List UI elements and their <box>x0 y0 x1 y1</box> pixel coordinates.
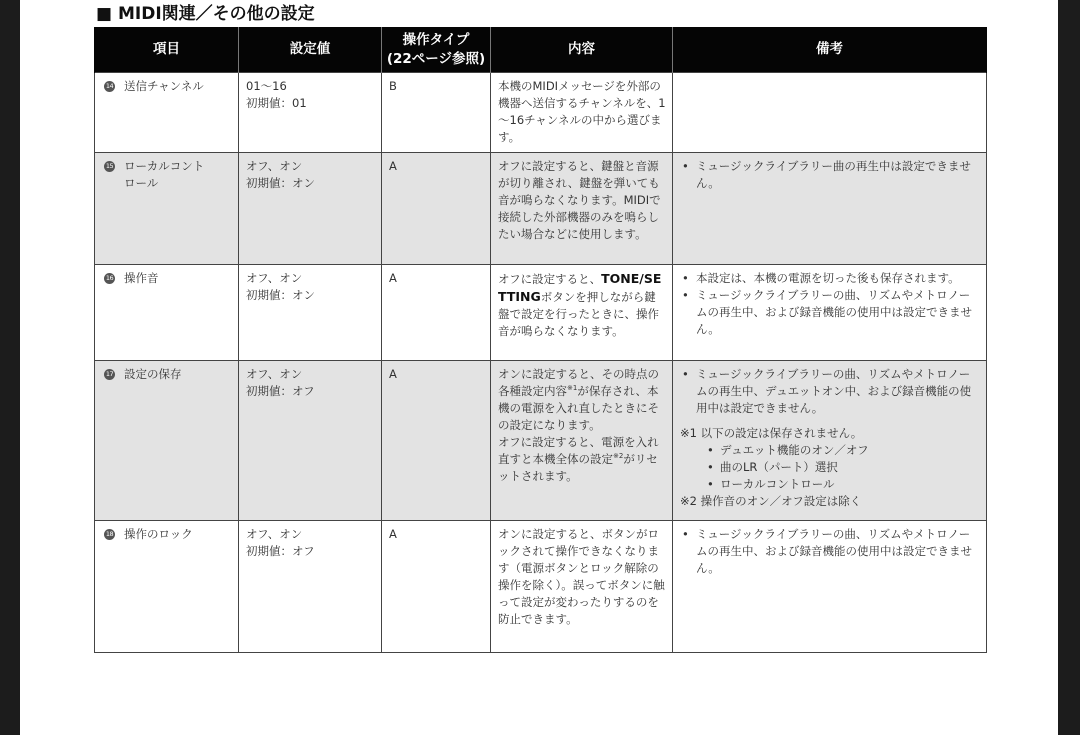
cell-value <box>239 265 382 361</box>
item-label: 設定の保存 <box>124 367 182 381</box>
value-default: 初期値：オフ <box>246 544 315 558</box>
footnote-1-title: ※1 以下の設定は保存されません。 <box>680 426 863 440</box>
cell-op-type: A <box>382 153 491 265</box>
content-text: オフに設定すると、 <box>498 272 602 286</box>
value-default: 初期値：01 <box>246 96 307 110</box>
note-item: • ミュージックライブラリーの曲、リズムやメトロノームの再生中、および録音機能の使用中は設定できません。 <box>680 287 980 338</box>
cell-notes <box>673 265 987 361</box>
table-row <box>95 153 987 265</box>
notes-list <box>680 270 980 338</box>
content-paragraph <box>498 366 666 434</box>
footnote-item: • 曲のLR（パート）選択 <box>706 459 980 476</box>
table-row <box>95 265 987 361</box>
header-op-type <box>382 27 491 73</box>
content-paragraph <box>498 434 666 485</box>
value-range: オフ、オン <box>246 527 303 541</box>
value-range: オフ、オン <box>246 271 303 285</box>
footnote-1-list <box>680 442 980 493</box>
cell-op-type: B <box>382 73 491 153</box>
cell-content: 本機のMIDIメッセージを外部の機器へ送信するチャンネルを、1～16チャンネルの中から選びます。 <box>491 73 673 153</box>
cell-value <box>239 361 382 521</box>
item-number-badge: 17 <box>105 370 114 378</box>
header-value: 設定値 <box>239 27 382 73</box>
note-item: • ミュージックライブラリー曲の再生中は設定できません。 <box>680 158 980 192</box>
cell-content: オンに設定すると、ボタンがロックされて操作できなくなります（電源ボタンとロック解除の操作を除く）。誤ってボタンに触って設定が変わったりするのを防止できます。 <box>491 521 673 653</box>
cell-content <box>491 361 673 521</box>
note-item: • ミュージックライブラリーの曲、リズムやメトロノームの再生中、および録音機能の使用中は設定できません。 <box>680 526 980 577</box>
item-label: 操作のロック <box>124 527 193 541</box>
cell-item <box>95 153 239 265</box>
cell-notes <box>673 521 987 653</box>
item-number-badge: 15 <box>105 162 114 170</box>
footnote-item: • ローカルコントロール <box>706 476 980 493</box>
cell-value <box>239 153 382 265</box>
cell-value <box>239 73 382 153</box>
table-row <box>95 361 987 521</box>
value-default: 初期値：オン <box>246 288 315 302</box>
footnote-item: • デュエット機能のオン／オフ <box>706 442 980 459</box>
cell-value <box>239 521 382 653</box>
notes-list <box>680 158 980 192</box>
cell-op-type: A <box>382 265 491 361</box>
item-label: 操作音 <box>124 271 159 285</box>
value-default: 初期値：オン <box>246 176 315 190</box>
content-text: が保存され、本機の電源を入れ直したときにその設定になります。 <box>498 384 659 432</box>
footnote-1 <box>680 425 980 510</box>
item-number-badge: 14 <box>105 82 114 90</box>
item-number-badge: 16 <box>105 274 114 282</box>
cell-item <box>95 73 239 153</box>
content-text: がリセットされます。 <box>498 452 658 483</box>
item-number-badge: 18 <box>105 530 114 538</box>
footnote-ref: ※2 <box>613 452 624 461</box>
cell-content: オフに設定すると、鍵盤と音源が切り離され、鍵盤を弾いても音が鳴らなくなります。MIDIで接続した外部機器のみを鳴らしたい場合などに使用します。 <box>491 153 673 265</box>
content-text: オフに設定すると、電源を入れ直すと本機全体の設定 <box>498 435 659 466</box>
footnote-2: ※2 操作音のオン／オフ設定は除く <box>680 494 862 508</box>
settings-table <box>94 27 987 653</box>
content-text: ボタンを押しながら鍵盤で設定を行ったときに、操作音が鳴らなくなります。 <box>498 290 659 338</box>
note-item: • 本設定は、本機の電源を切った後も保存されます。 <box>680 270 980 287</box>
cell-item <box>95 361 239 521</box>
tone-setting-button-label: TONE/SETTING <box>498 271 662 304</box>
cell-op-type: A <box>382 361 491 521</box>
cell-op-type: A <box>382 521 491 653</box>
value-default: 初期値：オフ <box>246 384 315 398</box>
section-title: ■ MIDI関連／その他の設定 <box>96 4 315 24</box>
value-range: オフ、オン <box>246 367 303 381</box>
footnote-ref: ※1 <box>567 384 578 393</box>
value-range: 01～16 <box>246 79 287 93</box>
header-item: 項目 <box>95 27 239 73</box>
item-label: 送信チャンネル <box>124 79 204 93</box>
value-range: オフ、オン <box>246 159 303 173</box>
header-op-type-line1: 操作タイプ <box>402 31 470 48</box>
manual-page <box>20 0 1058 735</box>
table-header-row <box>95 27 987 73</box>
cell-content <box>491 265 673 361</box>
cell-notes <box>673 153 987 265</box>
note-item: • ミュージックライブラリーの曲、リズムやメトロノームの再生中、デュエットオン中、および録音機能の使用中は設定できません。 <box>680 366 980 417</box>
cell-notes <box>673 361 987 521</box>
header-notes: 備考 <box>673 27 987 73</box>
cell-item <box>95 265 239 361</box>
notes-list <box>680 366 980 417</box>
header-content: 内容 <box>491 27 673 73</box>
notes-list <box>680 526 980 577</box>
table-row <box>95 73 987 153</box>
table-row <box>95 521 987 653</box>
cell-notes <box>673 73 987 153</box>
header-op-type-line2: (22ページ参照) <box>386 50 486 67</box>
item-label: ローカルコントロール <box>124 159 205 190</box>
cell-item <box>95 521 239 653</box>
content-text: オンに設定すると、その時点の各種設定内容 <box>498 367 659 398</box>
